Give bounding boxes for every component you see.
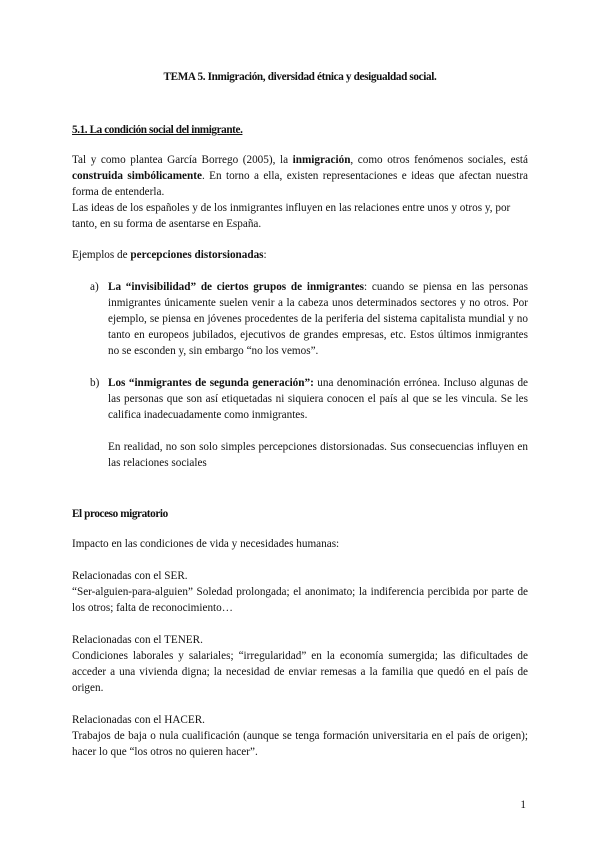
list-item-text: [108, 279, 528, 359]
paragraph-text: : cuando se piensa en las personas inmigrantes únicamente suelen venir a la cabeza unos determinados sectores y no otros. Por ejemplo, se piensa en jóvenes procedentes de la periferia del sistema capitalista mundial y no tanto en europeos jubilados, ejecutivos de grandes empresas, etc. Estos últimos inmigrantes no se esconden y, sin embargo “no los vemos”.: [108, 281, 528, 357]
ser-label: Relacionadas con el SER.: [72, 570, 188, 582]
paragraph-intro: [72, 152, 528, 200]
paragraph-ideas: Las ideas de los españoles y de los inmigrantes influyen en las relaciones entre unos y otros y, por tanto, en su forma de asentarse en España.: [72, 202, 511, 230]
bold-term: Los “inmigrantes de segunda generación”:: [108, 377, 314, 389]
document-page: [72, 0, 528, 848]
bold-term: La “invisibilidad” de ciertos grupos de inmigrantes: [108, 281, 365, 293]
bold-term: inmigración: [292, 154, 351, 166]
ser-text: “Ser-alguien-para-alguien” Soledad prolongada; el anonimato; la indiferencia percibida por parte de los otros; falta de reconocimiento…: [72, 586, 528, 614]
hacer-text: Trabajos de baja o nula cualificación (aunque se tenga formación universitaria en el país de origen); hacer lo que “los otros no quieren hacer”.: [72, 730, 528, 758]
section-heading: El proceso migratorio: [72, 508, 168, 520]
paragraph-text: una denominación errónea. Incluso algunas de las personas que son así etiquetadas ni siquiera conocen el país al que se les vincula. Se les califica inadecuadamente como inmigrantes.: [108, 377, 529, 421]
section-heading: 5.1. La condición social del inmigrante.: [72, 124, 243, 136]
paragraph-text: , como otros fenómenos sociales, está: [350, 154, 528, 166]
page-number: 1: [520, 799, 526, 811]
indented-paragraph: En realidad, no son solo simples percepciones distorsionadas. Sus consecuencias influyen en las relaciones sociales: [108, 441, 528, 469]
hacer-label: Relacionadas con el HACER.: [72, 714, 205, 726]
paragraph-text: Tal y como plantea García Borrego (2005), la: [72, 154, 293, 166]
paragraph-text: . En torno a ella, existen representaciones e ideas que afectan nuestra forma de entenderla.: [72, 170, 529, 198]
bold-term: percepciones distorsionadas: [130, 249, 264, 261]
paragraph-impact: Impacto en las condiciones de vida y necesidades humanas:: [72, 538, 340, 550]
list-marker: b): [90, 377, 100, 389]
tener-text: Condiciones laborales y salariales; “irregularidad” en la economía sumergida; las dificultades de acceder a una vivienda digna; la necesidad de enviar remesas a la familia que quedó en el país de origen.: [72, 650, 528, 694]
list-marker: a): [90, 281, 99, 293]
bold-term: construida simbólicamente: [72, 170, 202, 182]
paragraph-text: Ejemplos de: [72, 249, 131, 261]
paragraph-text: :: [263, 249, 267, 261]
document-title: TEMA 5. Inmigración, diversidad étnica y desigualdad social.: [163, 71, 437, 83]
paragraph-examples: [72, 247, 528, 263]
list-item-text: [108, 375, 528, 423]
tener-label: Relacionadas con el TENER.: [72, 634, 203, 646]
